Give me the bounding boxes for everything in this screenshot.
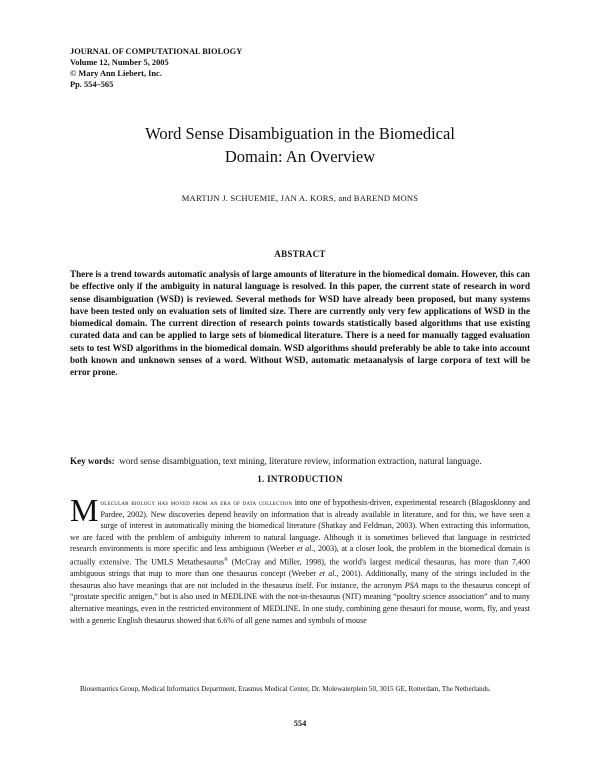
keywords <box>70 455 530 467</box>
author-list: MARTIJN J. SCHUEMIE, JAN A. KORS, and BAREND MONS <box>181 193 419 203</box>
et-al-2: et al. <box>319 569 337 579</box>
acronym-psa: PSA <box>404 580 419 590</box>
introduction-paragraph <box>70 492 531 626</box>
title-line-2: Domain: An Overview <box>224 147 376 166</box>
paper-title <box>80 122 520 168</box>
section-heading-introduction: 1. INTRODUCTION <box>257 474 343 484</box>
abstract-heading: ABSTRACT <box>274 249 326 259</box>
smallcaps-lead: olecular biology has moved from an era of data collection <box>100 498 293 507</box>
journal-volume: Volume 12, Number 5, 2005 <box>70 58 169 67</box>
intro-text-1: into one of hypothesis-driven, experimental research (Blagosklonny and Pardee, 2002). New discoveries depend heavily on information that is already available in literature, and for this, we have seen a surge of interest in automatically mining the biomedical literature (Shatkay and Feldman, 2003). When extracting this information, we are faced with the problem of ambiguity inherent to natural language. Although it is sometimes believed that language in restricted research environments is more specific and less ambiguous (Weeber <box>70 498 530 554</box>
drop-cap: M <box>70 492 99 528</box>
page-number: 554 <box>293 719 307 728</box>
affiliation-footnote <box>70 684 530 694</box>
intro-text-5: maps to the thesaurus concept of “prostate specific antigen,” but is also used in MEDLINE with the not-in-thesaurus (NIT) meaning “poultry science association” and to many alternative meanings, even in the restricted environment of MEDLINE. In one study, combining gene thesauri for mouse, worm, fly, and yeast with a generic English thesaurus showed that 6.6% of all gene names and symbols of mouse <box>70 580 530 625</box>
et-al-1: et al. <box>296 544 314 554</box>
keywords-label: Key words: <box>70 456 115 466</box>
journal-name: JOURNAL OF COMPUTATIONAL BIOLOGY <box>70 47 243 56</box>
registered-mark: ® <box>223 556 229 563</box>
journal-pages: Pp. 554–565 <box>70 80 114 89</box>
intro-text-3: (McCray and Miller, 1998), the world's largest medical thesaurus, has more than 7,400 ambiguous strings that map to more than one thesaurus concept (Weeber <box>70 557 530 579</box>
footnote-text: Biosemantics Group, Medical Informatics Department, Erasmus Medical Center, Dr. Molewaterplein 50, 3015 GE, Rotterdam, The Netherlands. <box>80 685 491 693</box>
abstract-text: There is a trend towards automatic analysis of large amounts of literature in the biomedical domain. However, this can be effective only if the ambiguity in natural language is resolved. In this paper, the current state of research in word sense disambiguation (WSD) is reviewed. Several methods for WSD have already been proposed, but many systems have been tested only on evaluation sets of limited size. There are currently only very few applications of WSD in the biomedical domain. The current direction of research points towards statistically based algorithms that use existing curated data and can be applied to large sets of biomedical literature. There is a need for manually tagged evaluation sets to test WSD algorithms in the biomedical domain. WSD algorithms should preferably be able to take into account both known and unknown senses of a word. Without WSD, automatic metaanalysis of large corpora of text will be error prone. <box>70 269 530 378</box>
title-line-1: Word Sense Disambiguation in the Biomedical <box>145 124 455 143</box>
keywords-text: word sense disambiguation, text mining, literature review, information extraction, natural language. <box>119 456 482 466</box>
journal-copyright: © Mary Ann Liebert, Inc. <box>70 69 162 78</box>
intro-text-2: , 2003), at a closer look, the problem in the biomedical domain is actually extensive. The UMLS Metathesaurus <box>70 544 530 567</box>
journal-header <box>70 46 242 90</box>
intro-text-4: , 2001). Additionally, many of the strings included in the thesaurus also have meanings that are not included in the thesaurus itself. For instance, the acronym <box>70 569 531 590</box>
